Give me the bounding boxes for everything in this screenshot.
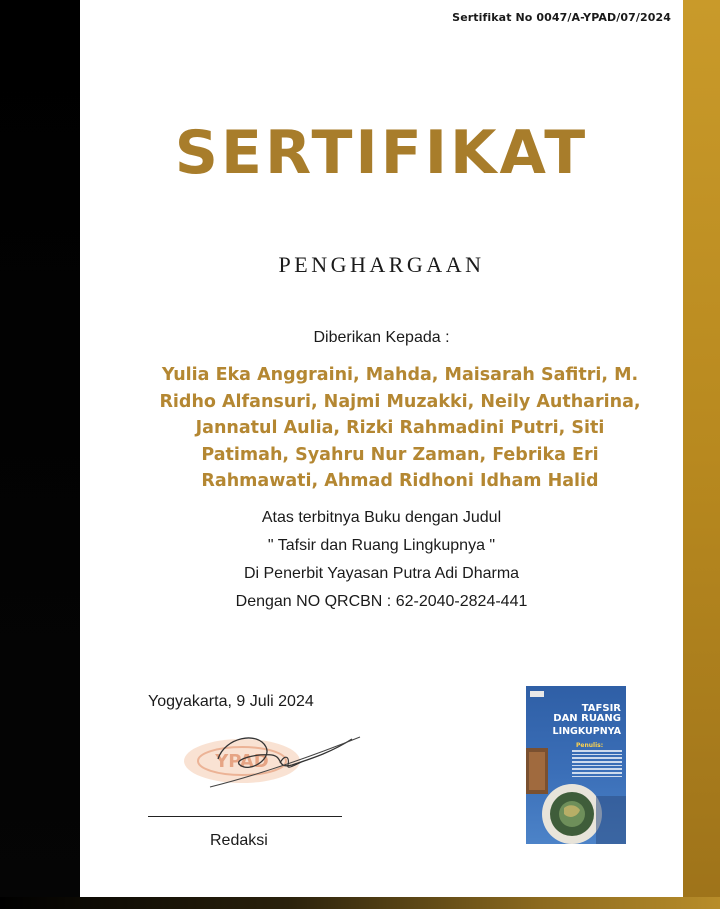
signature-line xyxy=(148,816,342,817)
recipients-list: Yulia Eka Anggraini, Mahda, Maisarah Safitri, M. Ridho Alfansuri, Najmi Muzakki, Neily Autharina, Jannatul Aulia, Rizki Rahmadini Putri, Siti Patimah, Syahru Nur Zaman, Febrika Eri Rahmawati, Ahmad Ridhoni Idham Halid xyxy=(159,365,641,491)
book-cover-illustration xyxy=(526,686,626,844)
book-cover-authors-label: Penulis: xyxy=(576,742,604,749)
signature-graphic xyxy=(180,725,380,805)
stamp-and-signature xyxy=(180,725,380,805)
book-published-line: Atas terbitnya Buku dengan Judul xyxy=(261,509,502,526)
certificate-title: SERTIFIKAT xyxy=(174,118,589,188)
certificate-paper xyxy=(80,0,683,897)
book-cover-image xyxy=(526,686,626,844)
stamp-logo-text: YPAD xyxy=(215,751,269,772)
publisher-line: Di Penerbit Yayasan Putra Adi Dharma xyxy=(243,565,520,582)
qrcbn-line: Dengan NO QRCBN : 62-2040-2824-441 xyxy=(235,593,528,610)
given-to-label: Diberikan Kepada : xyxy=(313,329,450,346)
place-date: Yogyakarta, 9 Juli 2024 xyxy=(148,693,314,710)
bottom-border xyxy=(0,897,720,909)
left-border xyxy=(0,0,80,909)
book-cover-title-line3: LINGKUPNYA xyxy=(552,726,621,737)
book-cover-title-line2: DAN RUANG xyxy=(553,713,621,724)
book-title-line: " Tafsir dan Ruang Lingkupnya " xyxy=(267,537,496,554)
right-border xyxy=(680,0,720,909)
signatory-label: Redaksi xyxy=(210,832,268,849)
book-cover-title-line1: TAFSIR xyxy=(581,703,621,714)
certificate-subtitle: PENGHARGAAN xyxy=(278,252,485,277)
certificate-number: Sertifikat No 0047/A-YPAD/07/2024 xyxy=(452,11,671,24)
